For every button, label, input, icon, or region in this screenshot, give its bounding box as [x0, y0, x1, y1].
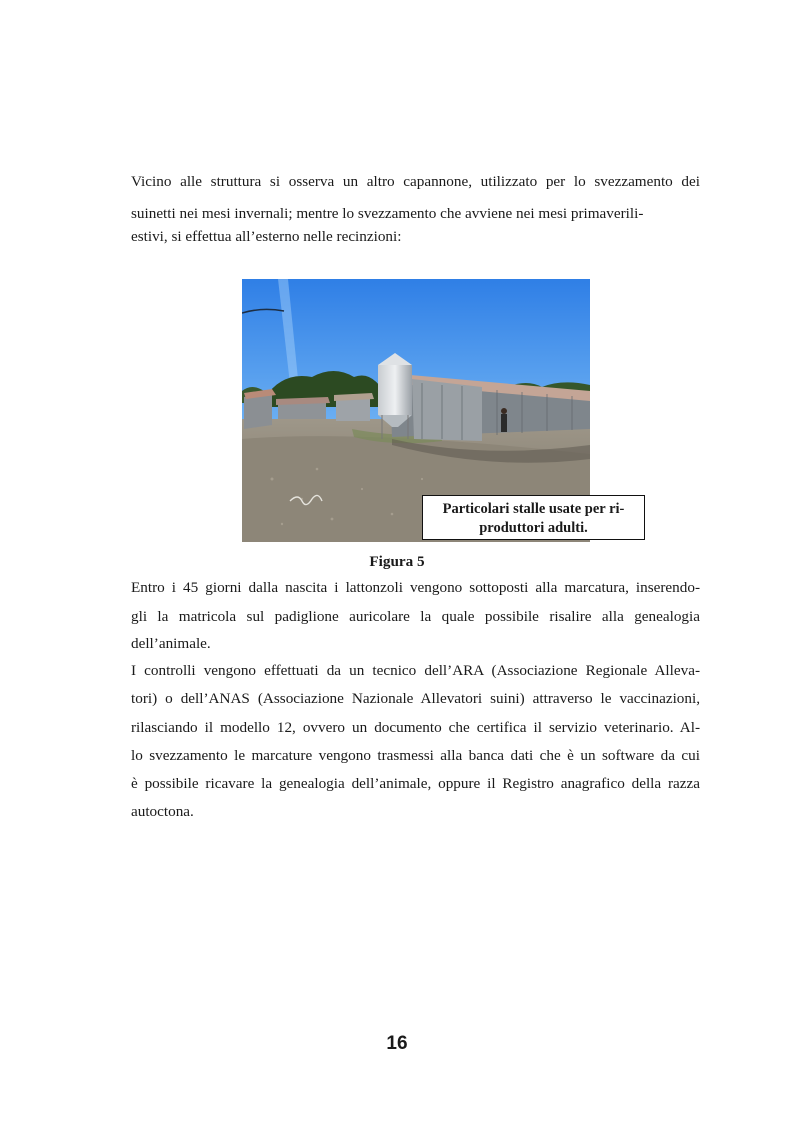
figure-caption-line-1: Particolari stalle usate per ri- — [442, 501, 625, 517]
body-line-4: I controlli vengono effettuati da un tecnico dell’ARA (Associazione Regionale Alleva- — [131, 662, 700, 679]
body-line-1: Entro i 45 giorni dalla nascita i lattonzoli vengono sottoposti alla marcatura, inserendo- — [131, 579, 700, 596]
body-line-2: gli la matricola sul padiglione auricolare la quale possibile risalire alla genealogia — [131, 608, 700, 625]
intro-line-3: estivi, si effettua all’esterno nelle recinzioni: — [131, 228, 402, 245]
intro-line-2: suinetti nei mesi invernali; mentre lo svezzamento che avviene nei mesi primaverili- — [131, 205, 644, 222]
figure-caption-line-2: produttori adulti. — [479, 520, 588, 536]
page-number: 16 — [386, 1033, 408, 1054]
body-line-8: è possibile ricavare la genealogia dell’animale, oppure il Registro anagrafico della razza — [131, 775, 700, 792]
body-line-6: rilasciando il modello 12, ovvero un documento che certifica il servizio veterinario. Al- — [131, 719, 700, 736]
body-line-3: dell’animale. — [131, 635, 211, 652]
figure-caption-box — [422, 495, 645, 540]
intro-line-1: Vicino alle struttura si osserva un altro capannone, utilizzato per lo svezzamento dei — [131, 173, 700, 190]
body-line-7: lo svezzamento le marcature vengono trasmessi alla banca dati che è un software da cui — [131, 747, 700, 764]
figure-label: Figura 5 — [369, 553, 425, 570]
body-line-9: autoctona. — [131, 803, 194, 820]
body-line-5: tori) o dell’ANAS (Associazione Nazionale Allevatori suini) attraverso le vaccinazioni, — [131, 690, 700, 707]
